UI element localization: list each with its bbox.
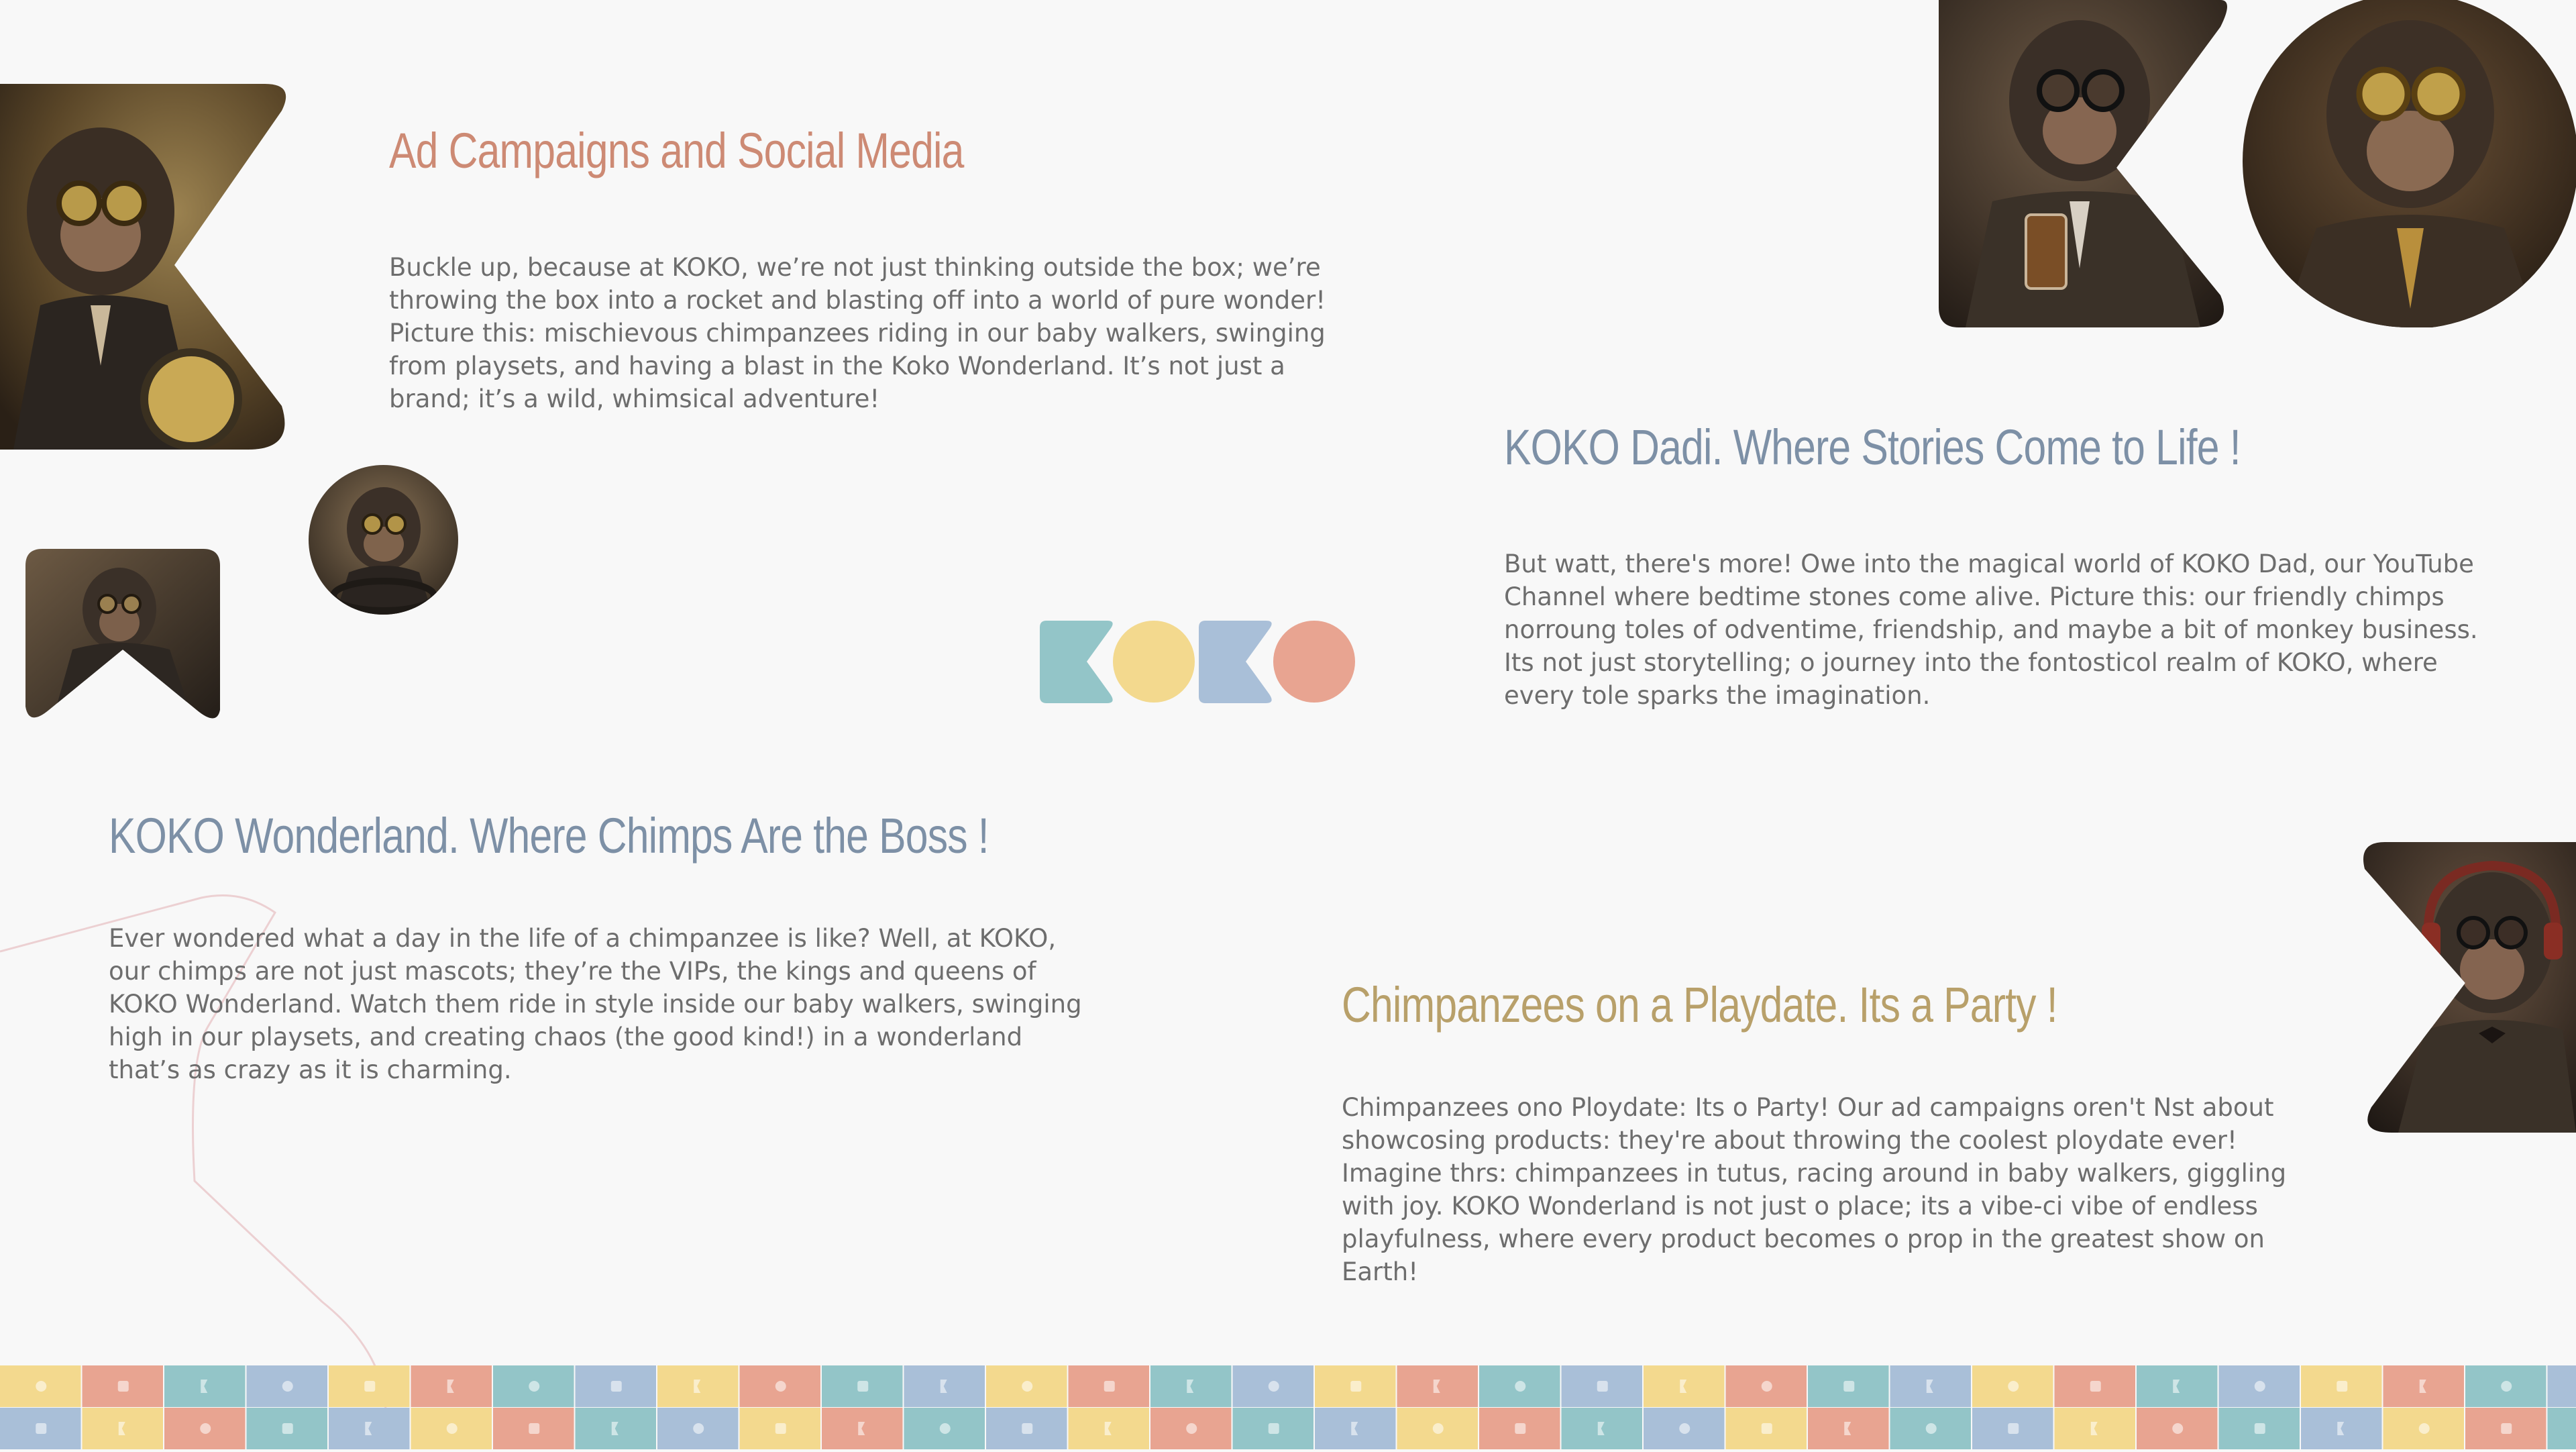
footer-tile-mark xyxy=(282,1381,293,1392)
footer-tile-mark xyxy=(2419,1423,2430,1434)
logo-letter-k-blue xyxy=(1199,621,1272,703)
footer-tile xyxy=(1069,1408,1150,1449)
footer-tile-mark xyxy=(775,1381,786,1392)
footer-tile xyxy=(1397,1365,1479,1407)
footer-tile-mark xyxy=(36,1381,46,1392)
footer-tile-mark xyxy=(1433,1423,1444,1434)
footer-tile-mark xyxy=(1515,1381,1525,1392)
footer-tile xyxy=(2548,1365,2576,1407)
footer-tile-mark xyxy=(1762,1423,1772,1434)
chimp-driving-photo xyxy=(309,465,458,615)
chimp-glasses-drink-photo xyxy=(1939,0,2231,327)
footer-tile xyxy=(2137,1365,2218,1407)
footer-tile xyxy=(657,1365,739,1407)
footer-tile-mark xyxy=(1350,1381,1361,1392)
footer-tile xyxy=(904,1365,985,1407)
footer-tile xyxy=(576,1408,657,1449)
footer-tile-mark xyxy=(1515,1423,1525,1434)
footer-tile-mark xyxy=(529,1423,539,1434)
koko-dadi-body: But watt, there's more! Owe into the magical world of KOKO Dad, our YouTube Channel where bedtime stones come alive. Picture this: our friendly chimps norroung toles of odventime, friendship, and maybe a bit of monkey business. Its not just storytelling; o journey into the fontosticol realm of KOKO, where every tole sparks the imagination. xyxy=(1504,548,2497,712)
footer-tile-mark xyxy=(1022,1423,1032,1434)
footer-tile xyxy=(2548,1408,2576,1449)
footer-tile xyxy=(1808,1408,1889,1449)
ad-campaigns-title: Ad Campaigns and Social Media xyxy=(389,122,964,179)
footer-tile-mark xyxy=(2501,1381,2512,1392)
footer-tile-mark xyxy=(2008,1423,2019,1434)
footer-tile-mark xyxy=(1269,1423,1279,1434)
footer-tile-mark xyxy=(1762,1381,1772,1392)
footer-tile xyxy=(83,1408,164,1449)
footer-tile-mark xyxy=(200,1423,211,1434)
footer-tile-mark xyxy=(1269,1381,1279,1392)
footer-tile-mark xyxy=(282,1423,293,1434)
logo-letter-k-teal xyxy=(1040,621,1113,703)
footer-tile-mark xyxy=(2090,1381,2101,1392)
koko-logo xyxy=(1040,621,1355,703)
footer-tile xyxy=(1315,1408,1396,1449)
playdate-title: Chimpanzees on a Playdate. Its a Party ! xyxy=(1342,976,2057,1033)
wonderland-body: Ever wondered what a day in the life of a chimpanzee is like? Well, at KOKO, our chimps are not just mascots; they’re the VIPs, the kings and queens of KOKO Wonderland. Watch them ride in style inside our baby walkers, swinging high in our playsets, and creating chaos (the good kind!) in a wonderland that’s as crazy as it is charming. xyxy=(109,922,1095,1086)
chimp-gold-glasses-photo xyxy=(2243,0,2576,327)
footer-tile-mark xyxy=(857,1381,868,1392)
footer-tile-mark xyxy=(36,1423,46,1434)
footer-tile xyxy=(2383,1365,2465,1407)
footer-tile-mark xyxy=(2255,1423,2265,1434)
footer-tile-mark xyxy=(1597,1381,1608,1392)
footer-tile xyxy=(1562,1408,1643,1449)
footer-tile xyxy=(1150,1365,1232,1407)
footer-tile-mark xyxy=(2501,1423,2512,1434)
logo-letter-o-salmon xyxy=(1273,621,1355,703)
footer-tile xyxy=(1644,1365,1725,1407)
chimp-motorcycle-goggles-photo xyxy=(0,84,292,450)
footer-tile xyxy=(2055,1408,2136,1449)
footer-tile-mark xyxy=(364,1381,375,1392)
footer-tile-mark xyxy=(1186,1423,1197,1434)
footer-tile-mark xyxy=(1022,1381,1032,1392)
footer-tile-mark xyxy=(693,1423,704,1434)
footer-tile-mark xyxy=(1104,1381,1115,1392)
footer-tile xyxy=(1890,1365,1972,1407)
footer-tile-mark xyxy=(775,1423,786,1434)
footer-pattern xyxy=(0,1365,2576,1449)
chimp-leather-jacket-photo xyxy=(25,549,220,721)
logo-letter-o-yellow xyxy=(1113,621,1195,703)
footer-tile-mark xyxy=(1679,1423,1690,1434)
footer-tile-mark xyxy=(611,1381,622,1392)
footer-tile-mark xyxy=(529,1381,539,1392)
playdate-body: Chimpanzees ono Ploydate: Its o Party! Our ad campaigns oren't Nst about showcosing products: they're about throwing the coolest ploydate ever! Imagine thrs: chimpanzees in tutus, racing around in baby walkers, giggling with joy. KOKO Wonderland is not just o place; its a vibe-ci vibe of endless playfulness, where every product becomes o prop in the greatest show on Earth! xyxy=(1342,1091,2334,1288)
footer-tile xyxy=(164,1365,246,1407)
footer-tile-mark xyxy=(118,1381,129,1392)
footer-tile-mark xyxy=(2255,1381,2265,1392)
koko-dadi-title: KOKO Dadi. Where Stories Come to Life ! xyxy=(1504,419,2241,476)
footer-tile-mark xyxy=(940,1423,951,1434)
footer-tile-mark xyxy=(2337,1381,2347,1392)
footer-tile xyxy=(822,1408,903,1449)
footer-tile-mark xyxy=(2008,1381,2019,1392)
footer-tile-mark xyxy=(447,1423,458,1434)
footer-tile-mark xyxy=(1843,1381,1854,1392)
wonderland-title: KOKO Wonderland. Where Chimps Are the Boss ! xyxy=(109,807,989,864)
footer-tile xyxy=(411,1365,492,1407)
footer-tile-mark xyxy=(1926,1423,1937,1434)
ad-campaigns-body: Buckle up, because at KOKO, we’re not just thinking outside the box; we’re throwing the box into a rocket and blasting off into a world of pure wonder! Picture this: mischievous chimpanzees riding in our baby walkers, swinging from playsets, and having a blast in the Koko Wonderland. It’s not just a brand; it’s a wild, whimsical adventure! xyxy=(389,251,1368,415)
footer-tile xyxy=(2301,1408,2382,1449)
footer-tile xyxy=(329,1408,410,1449)
footer-tile-mark xyxy=(2172,1423,2183,1434)
chimp-headphones-photo xyxy=(2358,842,2576,1133)
